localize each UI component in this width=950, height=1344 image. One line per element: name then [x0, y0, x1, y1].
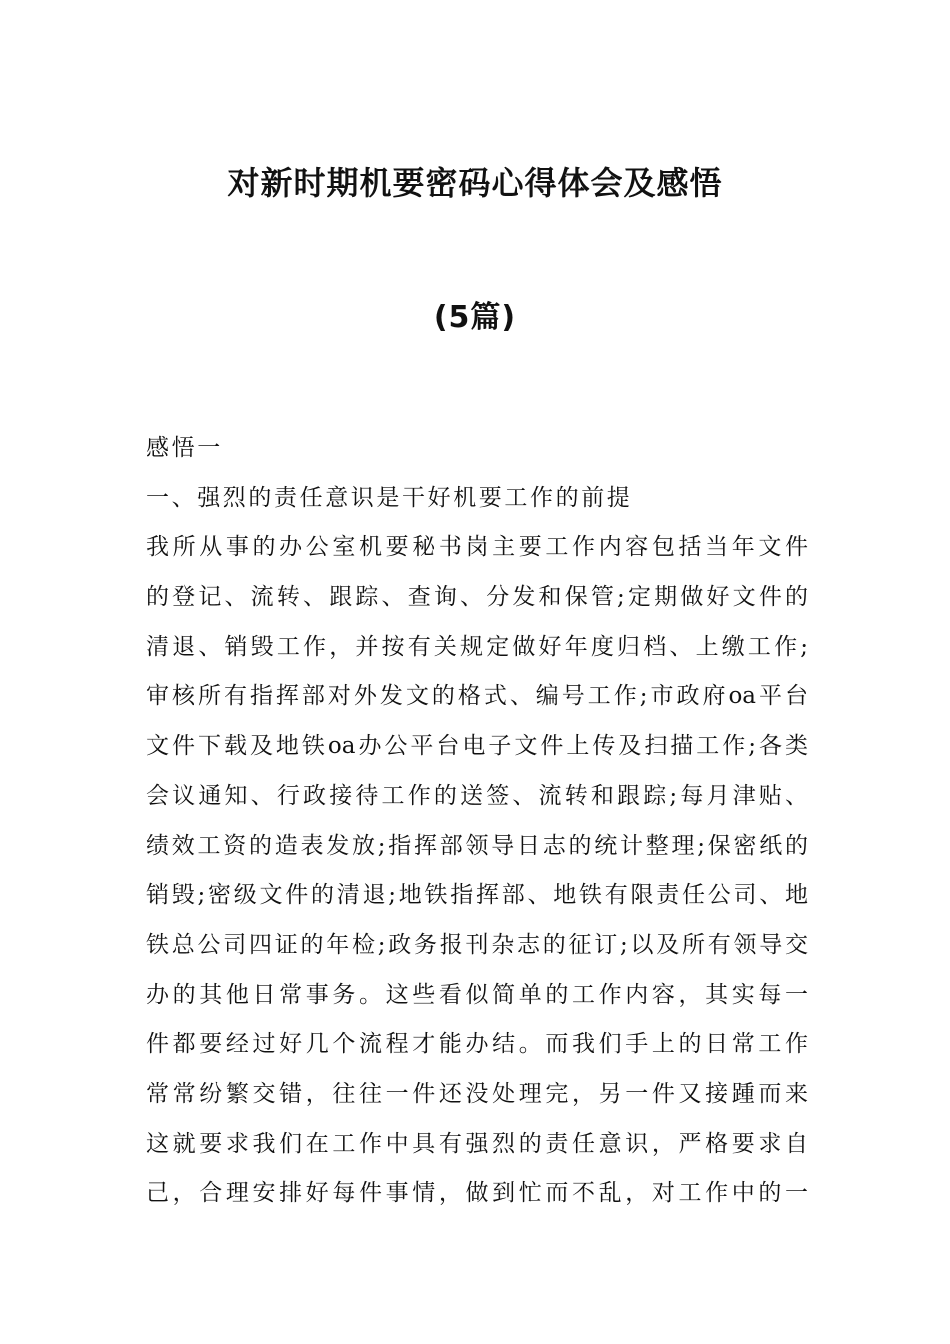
paragraph-line: 这就要求我们在工作中具有强烈的责任意识，严格要求自: [146, 1130, 808, 1157]
document-body: [146, 428, 808, 1223]
section-heading: 一、强烈的责任意识是干好机要工作的前提: [146, 484, 633, 511]
paragraph-line: 会议通知、行政接待工作的送签、流转和跟踪;每月津贴、: [146, 782, 808, 809]
paragraph-line: 己，合理安排好每件事情，做到忙而不乱，对工作中的一: [146, 1180, 808, 1207]
paragraph-line: 销毁;密级文件的清退;地铁指挥部、地铁有限责任公司、地: [146, 882, 808, 909]
paragraph-line: 办的其他日常事务。这些看似简单的工作内容，其实每一: [146, 981, 808, 1008]
section-label: 感悟一: [146, 435, 223, 461]
paragraph-line: 铁总公司四证的年检;政务报刊杂志的征订;以及所有领导交: [146, 931, 808, 958]
document-subtitle: (5篇): [433, 300, 517, 335]
document-title: 对新时期机要密码心得体会及感悟: [227, 164, 723, 202]
paragraph-line: 件都要经过好几个流程才能办结。而我们手上的日常工作: [146, 1031, 808, 1058]
paragraph-line: 常常纷繁交错，往往一件还没处理完，另一件又接踵而来: [146, 1080, 808, 1107]
paragraph-line: 我所从事的办公室机要秘书岗主要工作内容包括当年文件: [146, 534, 808, 561]
paragraph-line: 文件下载及地铁oa办公平台电子文件上传及扫描工作;各类: [146, 733, 808, 760]
paragraph-line: 的登记、流转、跟踪、查询、分发和保管;定期做好文件的: [146, 584, 808, 611]
paragraph-line: 绩效工资的造表发放;指挥部领导日志的统计整理;保密纸的: [146, 832, 808, 859]
paragraph-line: 审核所有指挥部对外发文的格式、编号工作;市政府oa平台: [146, 683, 808, 710]
paragraph-line: 清退、销毁工作，并按有关规定做好年度归档、上缴工作;: [146, 633, 808, 660]
